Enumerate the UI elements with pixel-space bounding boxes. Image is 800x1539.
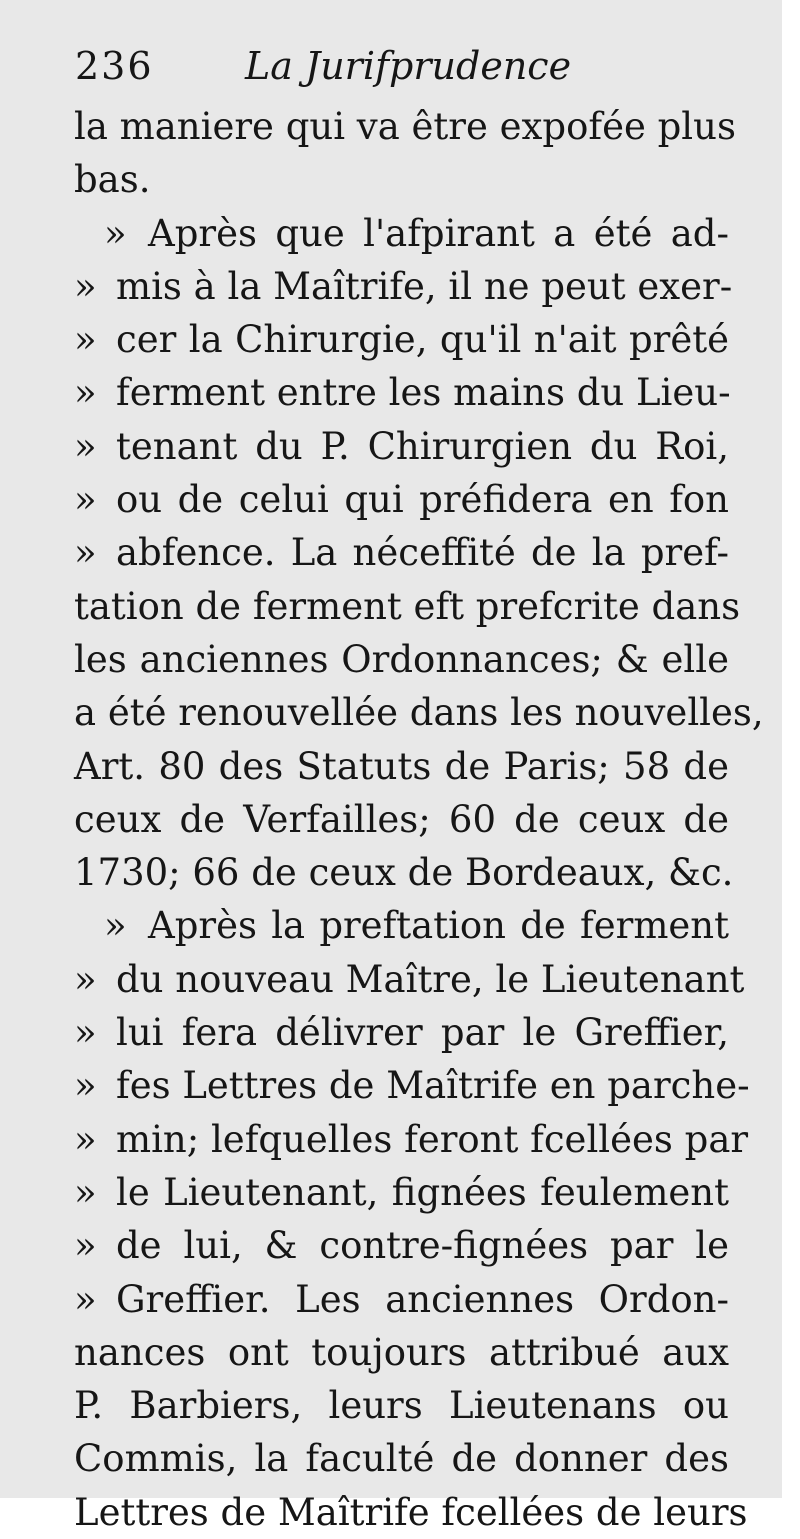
text-line: » Après la preftation de ferment — [74, 899, 729, 952]
running-title: La Jurifprudence — [245, 44, 572, 88]
text-line: » de lui, & contre-fignées par le — [74, 1219, 729, 1272]
text-line: » ou de celui qui préfidera en fon — [74, 473, 729, 526]
quote-mark: » — [74, 1064, 97, 1108]
text-line: 1730; 66 de ceux de Bordeaux, &c. — [74, 851, 734, 895]
quote-mark: » — [74, 957, 97, 1001]
quote-mark: » — [74, 1277, 97, 1321]
quote-mark: » — [74, 371, 97, 415]
text-line: P. Barbiers, leurs Lieutenans ou — [74, 1384, 729, 1428]
text-line: » mis à la Maîtrife, il ne peut exer- — [74, 260, 729, 313]
body-text — [74, 100, 764, 1539]
quote-mark: » — [74, 264, 97, 308]
text-line: les anciennes Ordonnances; & elle — [74, 637, 729, 681]
quote-mark: » — [74, 424, 97, 468]
quote-mark: » — [74, 531, 97, 575]
text-line: a été renouvellée dans les nouvelles, — [74, 691, 764, 735]
text-line: » lui fera délivrer par le Greffier, — [74, 1006, 729, 1059]
text-line: Commis, la faculté de donner des — [74, 1437, 729, 1481]
quote-mark: » — [74, 318, 97, 362]
text-line: tation de ferment eft prefcrite dans — [74, 584, 741, 628]
text-line: ceux de Verfailles; 60 de ceux de — [74, 797, 729, 841]
text-line: » tenant du P. Chirurgien du Roi, — [74, 420, 729, 473]
text-line: nances ont toujours attribué aux — [74, 1330, 729, 1374]
page-header — [75, 44, 575, 94]
text-line: » Après que l'afpirant a été ad- — [74, 207, 729, 260]
quote-mark: » — [104, 211, 127, 255]
quote-mark: » — [74, 1170, 97, 1214]
text-line: Lettres de Maîtrife fcellées de leurs — [74, 1490, 748, 1534]
text-line: » le Lieutenant, fignées feulement — [74, 1166, 729, 1219]
text-line: la maniere qui va être expofée plus — [74, 105, 736, 148]
quote-mark: » — [74, 1011, 97, 1055]
text-line: » du nouveau Maître, le Lieutenant — [74, 953, 729, 1006]
quote-mark: » — [74, 478, 97, 522]
text-line: » ferment entre les mains du Lieu- — [74, 366, 729, 419]
quote-mark: » — [104, 904, 127, 948]
page-edge — [782, 0, 800, 1498]
text-line: bas. — [74, 158, 151, 202]
text-line: » Greffier. Les anciennes Ordon- — [74, 1273, 729, 1326]
text-line: » min; lefquelles feront fcellées par — [74, 1113, 729, 1166]
text-line: » fes Lettres de Maîtrife en parche- — [74, 1059, 729, 1112]
page-number: 236 — [75, 44, 154, 88]
text-line: » cer la Chirurgie, qu'il n'ait prêté — [74, 313, 729, 366]
quote-mark: » — [74, 1117, 97, 1161]
text-line: Art. 80 des Statuts de Paris; 58 de — [74, 744, 729, 788]
text-line: » abfence. La néceffité de la pref- — [74, 526, 729, 579]
quote-mark: » — [74, 1224, 97, 1268]
